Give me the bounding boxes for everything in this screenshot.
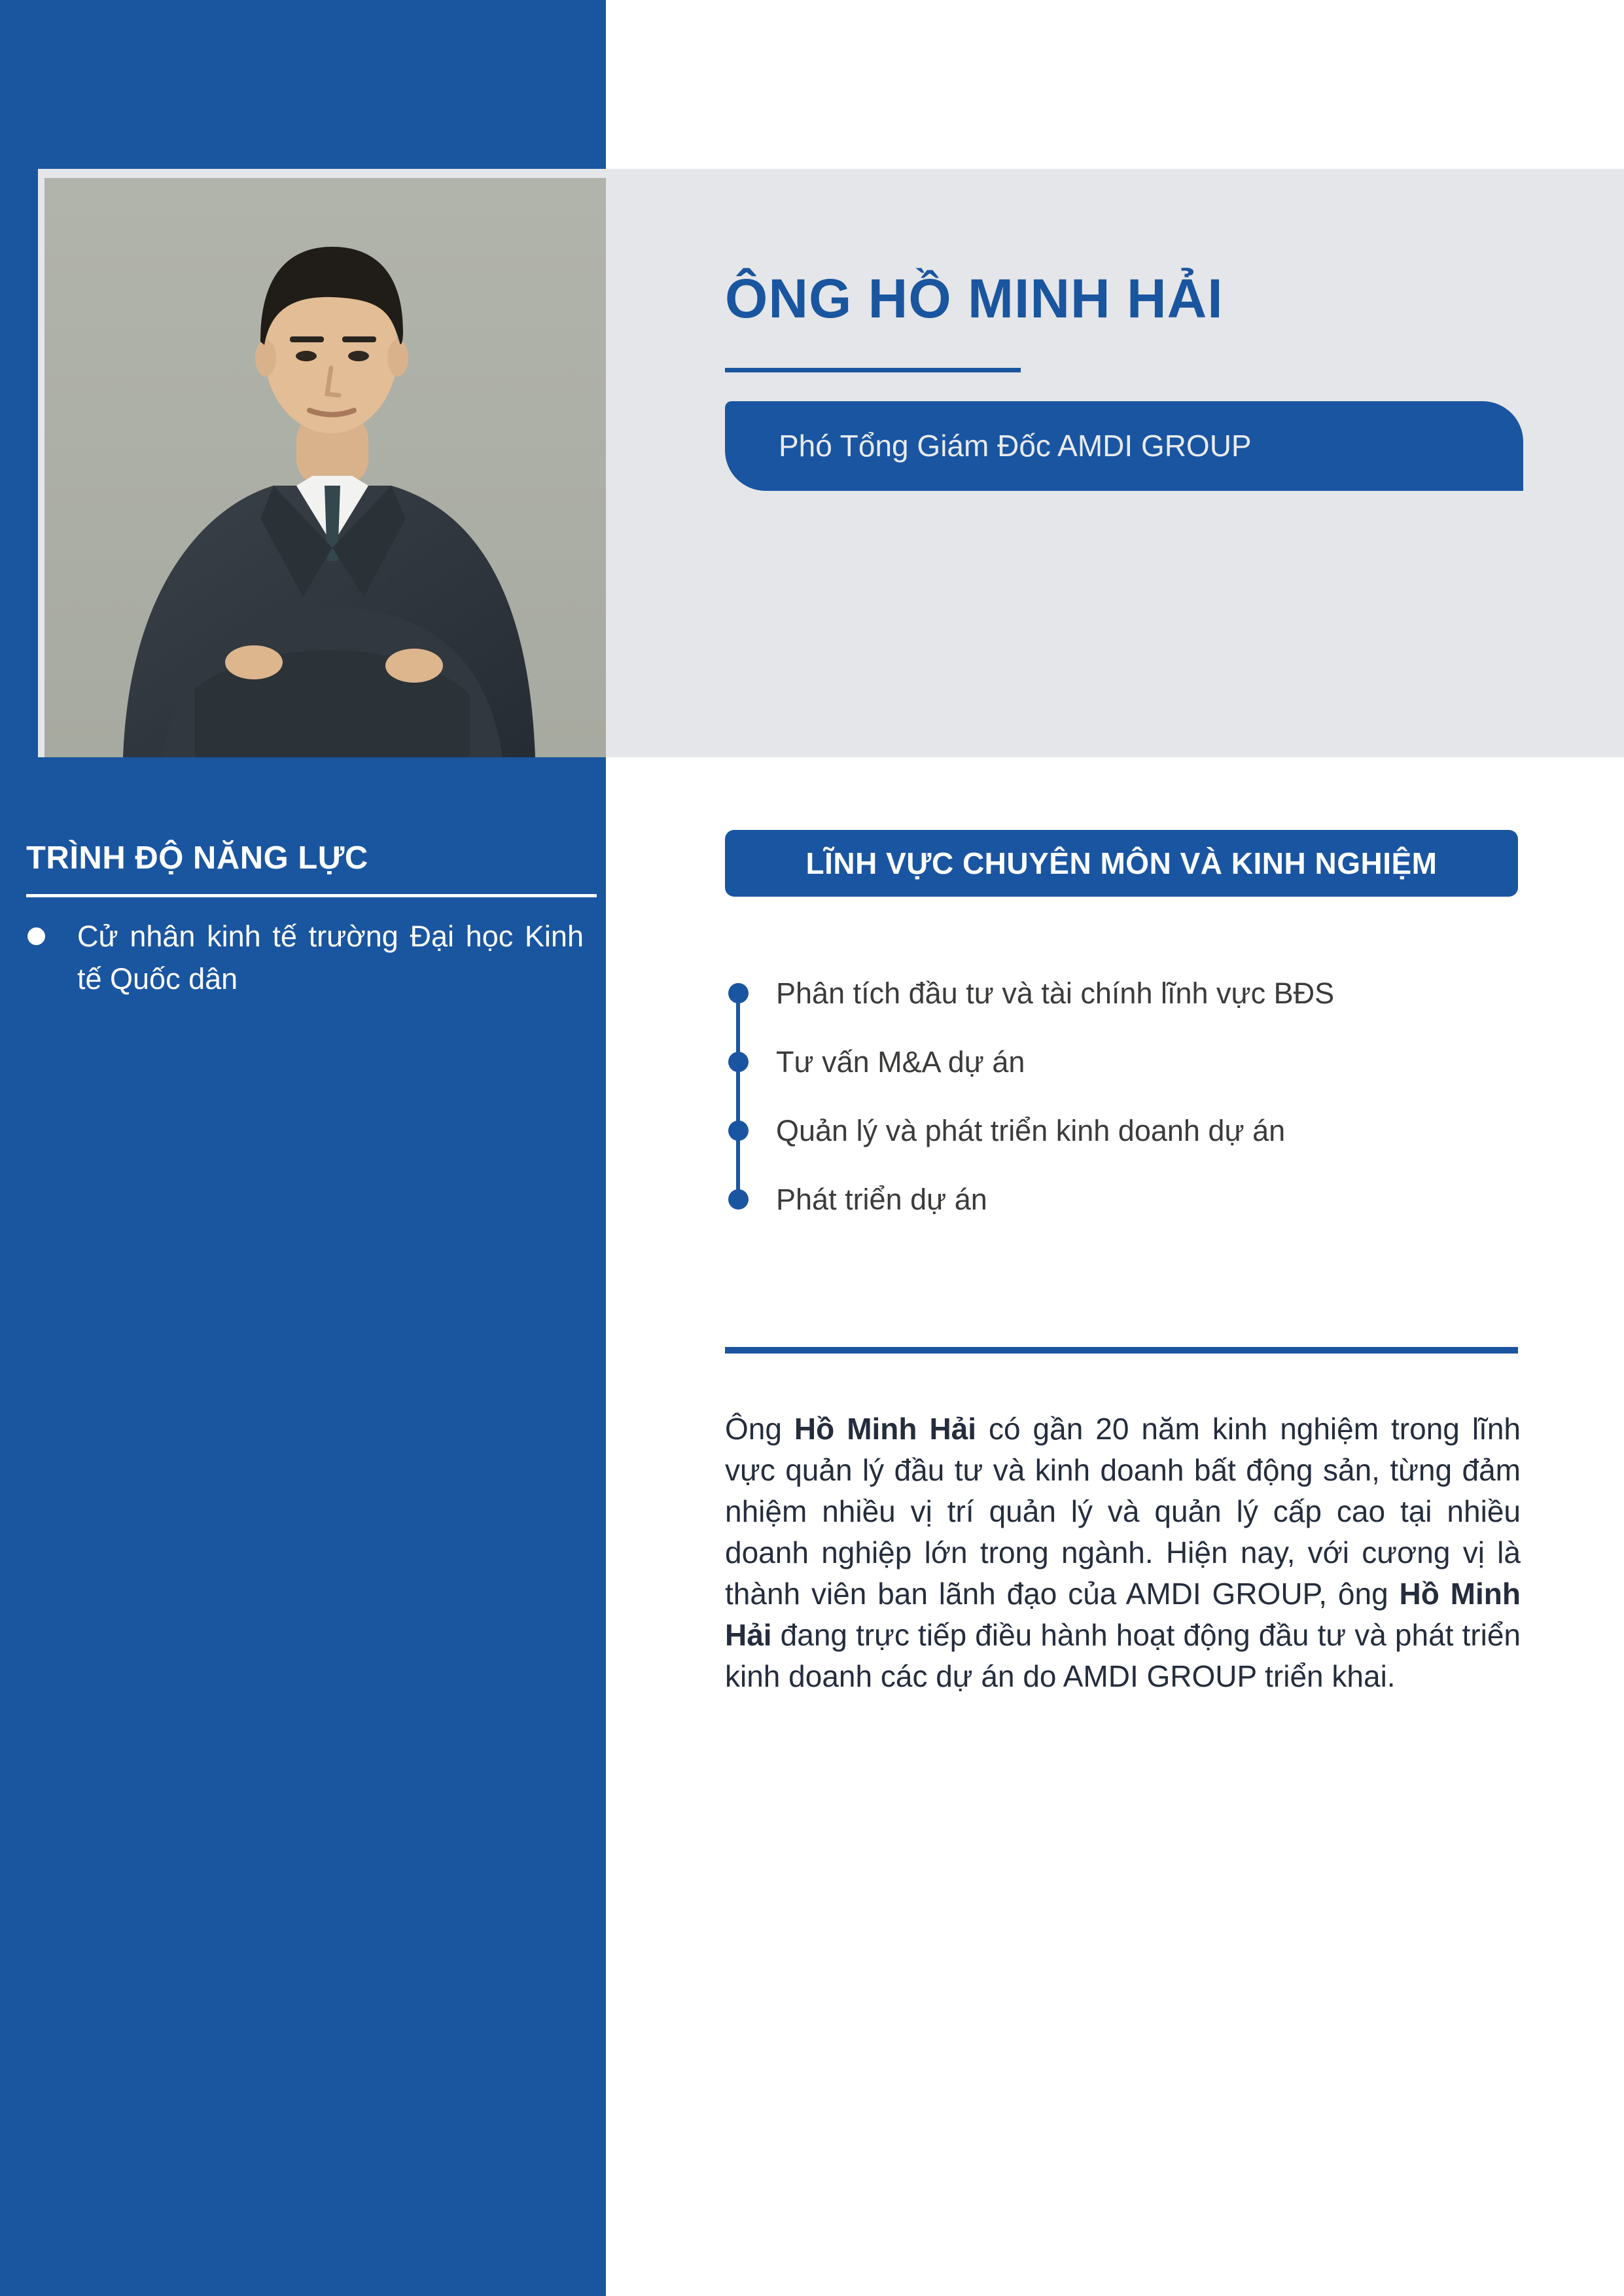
title-underline (725, 368, 1021, 372)
bio-bold-name: Hồ Minh Hải (725, 1577, 1521, 1652)
timeline-item (725, 1096, 1518, 1165)
timeline-item (725, 1028, 1518, 1096)
bio-text: đang trực tiếp điều hành hoạt động đầu tư và phát triển kinh doanh các dự án do AMDI GROUP triển khai. (725, 1618, 1521, 1693)
qualification-item (26, 915, 584, 1000)
timeline-item-label: Phát triển dự án (776, 1182, 987, 1216)
timeline-dot-icon (728, 1121, 749, 1141)
bio-bold-name: Hồ Minh Hải (794, 1412, 977, 1446)
expertise-timeline (725, 959, 1518, 1234)
timeline-dot-icon (728, 1189, 749, 1210)
timeline-item (725, 1165, 1518, 1234)
qualifications-underline (26, 894, 597, 897)
portrait-illustration (44, 178, 606, 757)
portrait-photo (44, 178, 606, 757)
page-title: ÔNG HỒ MINH HẢI (725, 268, 1224, 329)
timeline-dot-icon (728, 1052, 749, 1072)
qualifications-heading: TRÌNH ĐỘ NĂNG LỰC (26, 840, 368, 876)
timeline-item-label: Quản lý và phát triển kinh doanh dự án (776, 1113, 1286, 1147)
bio-text: có gần 20 năm kinh nghiệm trong lĩnh vực quản lý đầu tư và kinh doanh bất động sản, từng đảm nhiệm nhiều vị trí quản lý và quản lý cấp cao tại nhiều doanh nghiệp lớn trong ngành. Hiện nay, với cương vị là thành viên ban lãnh đạo của AMDI GROUP, ông (725, 1412, 1521, 1611)
timeline-item-label: Phân tích đầu tư và tài chính lĩnh vực BĐS (776, 976, 1335, 1010)
qualifications-list (26, 915, 584, 1000)
timeline-dot-icon (728, 983, 749, 1003)
bullet-dot-icon (27, 927, 45, 945)
bio-text: Ông (725, 1412, 794, 1446)
role-badge: Phó Tổng Giám Đốc AMDI GROUP (725, 401, 1523, 491)
qualification-item-label: Cử nhân kinh tế trường Đại học Kinh tế Quốc dân (77, 920, 584, 996)
expertise-heading-bar: LĨNH VỰC CHUYÊN MÔN VÀ KINH NGHIỆM (725, 830, 1518, 897)
timeline-item (725, 959, 1518, 1028)
bio-paragraph (725, 1408, 1521, 1697)
timeline-item-label: Tư vấn M&A dự án (776, 1045, 1025, 1079)
bio-divider (725, 1347, 1518, 1354)
